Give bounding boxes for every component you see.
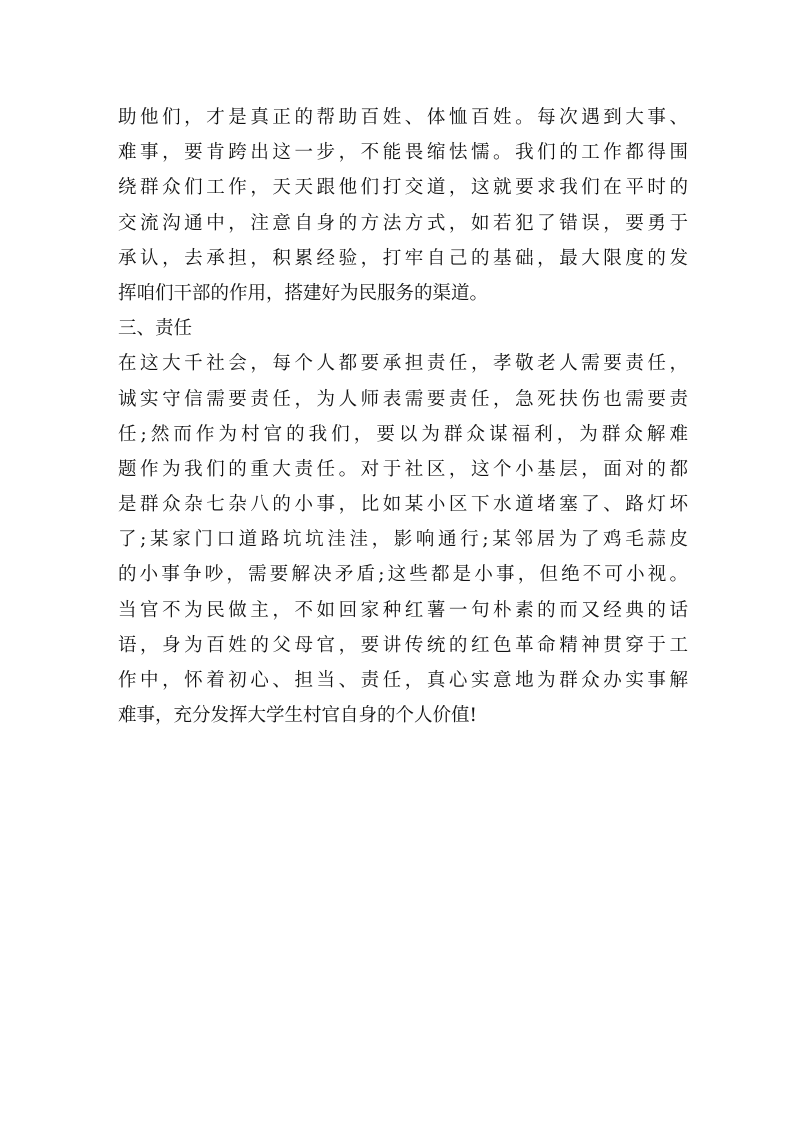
text-line: 助他们，才是真正的帮助百姓、体恤百姓。每次遇到大事、 bbox=[118, 107, 688, 128]
body-text bbox=[118, 100, 688, 733]
text-line: 在这大千社会，每个人都要承担责任，孝敬老人需要责任， bbox=[118, 353, 688, 375]
text-line: 挥咱们干部的作用，搭建好为民服务的渠道。 bbox=[118, 282, 489, 304]
text-line: 的小事争吵，需要解决矛盾;这些都是小事，但绝不可小视。 bbox=[118, 564, 688, 586]
text-line: 难事，要肯跨出这一步，不能畏缩怯懦。我们的工作都得围 bbox=[118, 142, 688, 164]
text-line: 承认，去承担，积累经验，打牢自己的基础，最大限度的发 bbox=[118, 247, 688, 269]
text-line: 任;然而作为村官的我们，要以为群众谋福利，为群众解难 bbox=[118, 423, 688, 445]
text-line: 题作为我们的重大责任。对于社区，这个小基层，面对的都 bbox=[118, 458, 688, 480]
text-line: 作中，怀着初心、担当、责任，真心实意地为群众办实事解 bbox=[118, 670, 688, 691]
section-heading: 三、责任 bbox=[118, 318, 193, 340]
text-line: 交流沟通中，注意自身的方法方式，如若犯了错误，要勇于 bbox=[118, 212, 688, 234]
text-line: 是群众杂七杂八的小事，比如某小区下水道堵塞了、路灯坏 bbox=[118, 494, 688, 516]
text-line: 难事，充分发挥大学生村官自身的个人价值! bbox=[118, 705, 477, 727]
text-line: 绕群众们工作，天天跟他们打交道，这就要求我们在平时的 bbox=[118, 177, 688, 199]
text-line: 了;某家门口道路坑坑洼洼，影响通行;某邻居为了鸡毛蒜皮 bbox=[118, 529, 688, 551]
text-line: 诚实守信需要责任，为人师表需要责任，急死扶伤也需要责 bbox=[118, 388, 688, 410]
text-line: 语，身为百姓的父母官，要讲传统的红色革命精神贯穿于工 bbox=[118, 634, 688, 656]
text-line: 当官不为民做主，不如回家种红薯一句朴素的而又经典的话 bbox=[118, 599, 688, 621]
